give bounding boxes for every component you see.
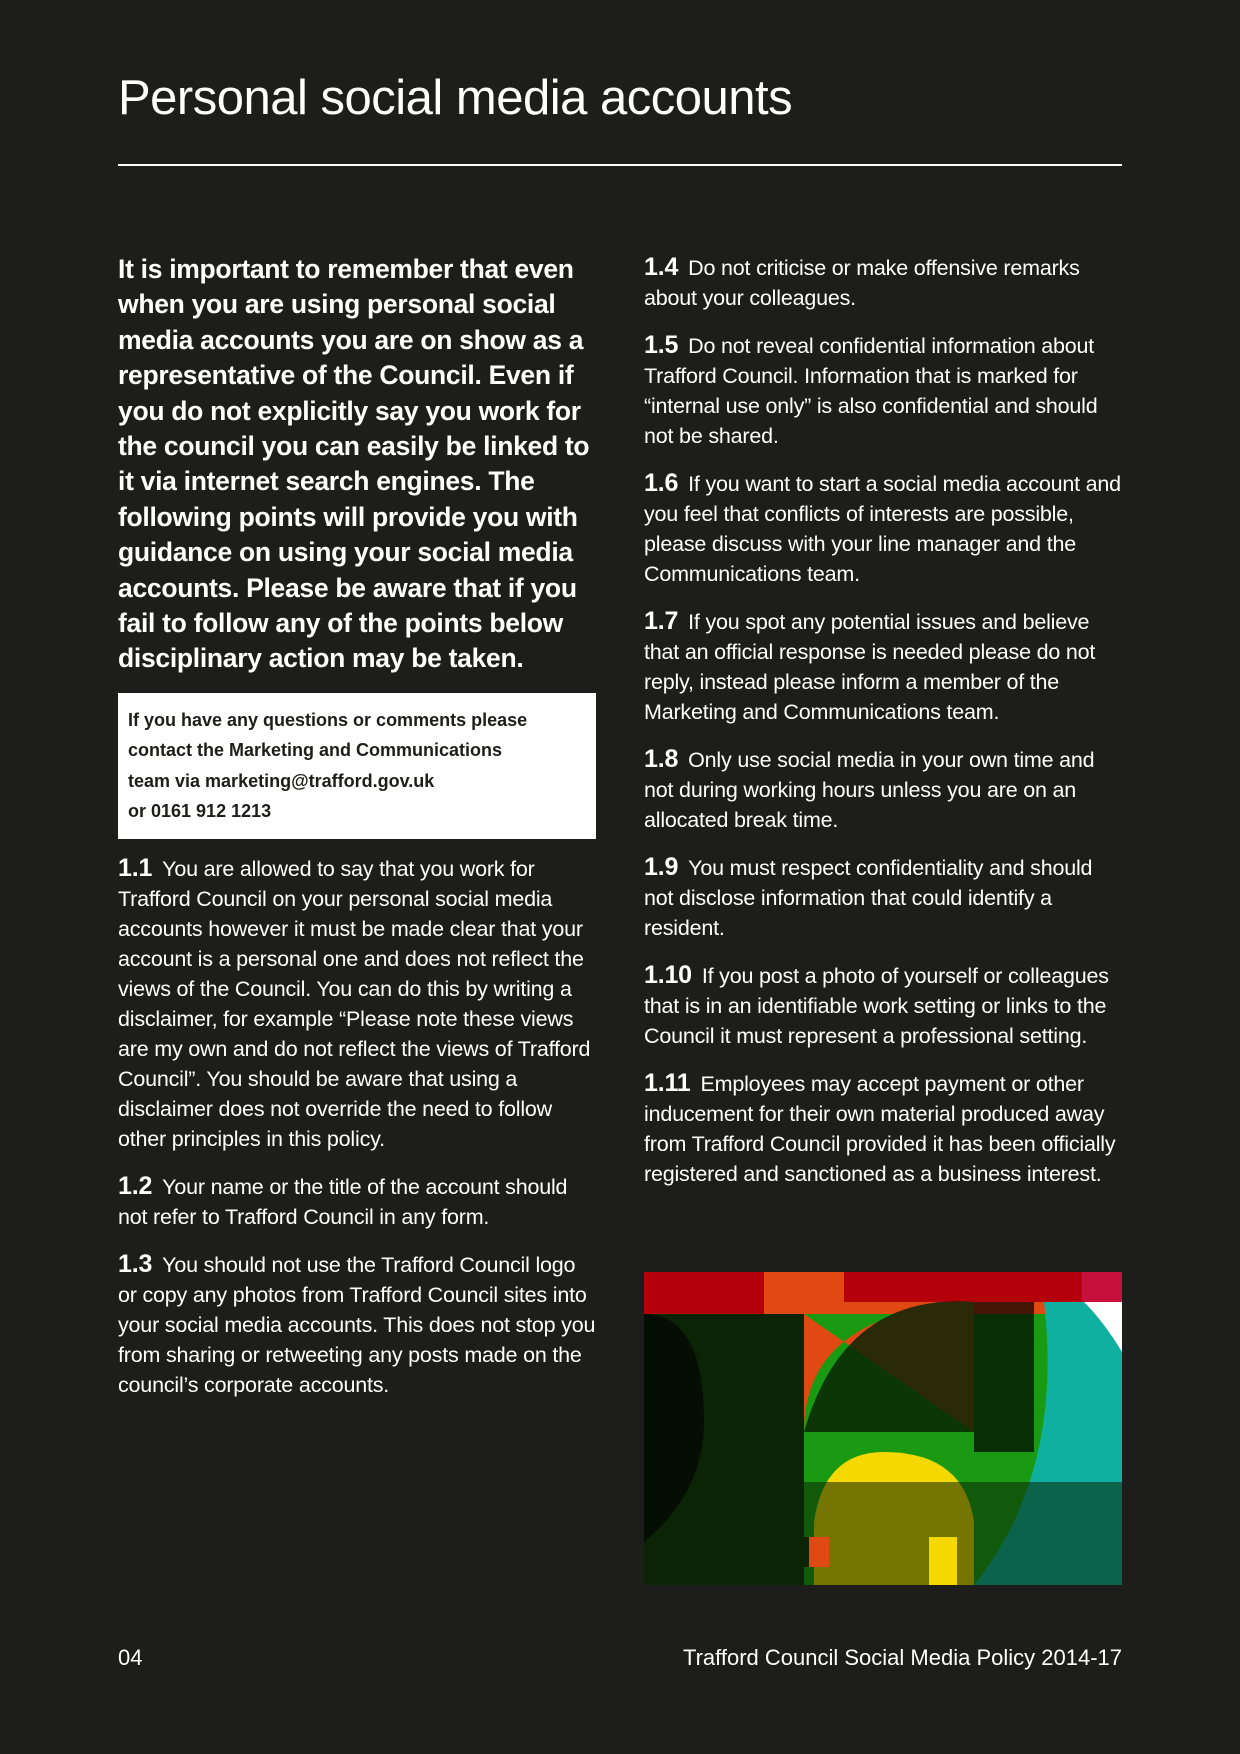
point-text: If you spot any potential issues and believe that an official response is needed please do not reply, instead please inform a member of the Marketing and Communications team. <box>644 610 1096 724</box>
title-divider <box>118 164 1122 166</box>
footer-document-title: Trafford Council Social Media Policy 2014-17 <box>682 1645 1122 1670</box>
point-number: 1.11 <box>644 1069 691 1097</box>
point-text: Only use social media in your own time and not during working hours unless you are on an allocated break time. <box>644 748 1095 832</box>
point-text: You are allowed to say that you work for Trafford Council on your personal social media accounts however it must be made clear that your account is a personal one and does not reflect the views of the Council. You can do this by writing a disclaimer, for example “Please note these views are my own and do not reflect the views of Trafford Council”. You should be aware that using a disclaimer does not override the need to follow other principles in this policy. <box>118 856 591 1151</box>
point-text: Do not reveal confidential information about Trafford Council. Information that is marked for “internal use only” is also confidential and should not be shared. <box>644 334 1098 448</box>
contact-line: or 0161 912 1213 <box>128 801 272 822</box>
art-dark-overlay <box>694 1482 1122 1585</box>
art-yellow-bar <box>929 1537 957 1585</box>
art-orange-chip <box>809 1537 829 1567</box>
point-number: 1.8 <box>644 745 679 773</box>
policy-point-1-7 <box>644 606 1124 727</box>
point-text: If you post a photo of yourself or colleagues that is in an identifiable work setting or links to the Council it must represent a professional setting. <box>644 964 1109 1048</box>
point-text: You should not use the Trafford Council logo or copy any photos from Trafford Council sites into your social media accounts. This does not stop you from sharing or retweeting any posts made on the council’s corporate accounts. <box>118 1252 596 1397</box>
art-dark-column <box>974 1302 1034 1452</box>
contact-line: team via marketing@trafford.gov.uk <box>128 770 435 791</box>
point-text: If you want to start a social media account and you feel that conflicts of interests are possible, please discuss with your line manager and the Communications team. <box>644 472 1121 586</box>
policy-point-1-10 <box>644 960 1124 1051</box>
contact-line: contact the Marketing and Communications <box>128 740 503 761</box>
point-number: 1.6 <box>644 469 679 497</box>
contact-line: If you have any questions or comments please <box>128 709 528 730</box>
decorative-artwork <box>644 1272 1122 1585</box>
point-number: 1.7 <box>644 607 679 635</box>
policy-point-1-5 <box>644 330 1124 451</box>
art-red-strip <box>844 1272 1084 1302</box>
policy-point-1-4 <box>644 252 1124 313</box>
policy-point-1-2 <box>118 1171 596 1232</box>
policy-point-1-8 <box>644 744 1124 835</box>
point-text: You must respect confidentiality and should not disclose information that could identify a resident. <box>644 856 1093 940</box>
policy-point-1-9 <box>644 852 1124 943</box>
intro-paragraph: It is important to remember that even when you are using personal social media accounts you are on show as a representative of the Council. Even if you do not explicitly say you work for the council you can easily be linked to it via internet search engines. The following points will provide you with guidance on using your social media accounts. Please be aware that if you fail to follow any of the points below disciplinary action may be taken. <box>118 254 590 674</box>
point-number: 1.5 <box>644 331 679 359</box>
policy-point-1-6 <box>644 468 1124 589</box>
right-column <box>644 252 1124 1206</box>
policy-point-1-1 <box>118 853 596 1154</box>
left-column <box>118 252 596 1417</box>
page-title: Personal social media accounts <box>118 71 793 125</box>
point-number: 1.9 <box>644 853 679 881</box>
point-number: 1.3 <box>118 1249 153 1278</box>
point-number: 1.2 <box>118 1171 153 1200</box>
art-dark-chip <box>729 1537 809 1567</box>
point-number: 1.10 <box>644 961 692 989</box>
point-number: 1.4 <box>644 253 679 281</box>
point-text: Your name or the title of the account should not refer to Trafford Council in any form. <box>118 1174 568 1229</box>
point-number: 1.1 <box>118 853 153 882</box>
policy-point-1-3 <box>118 1249 596 1400</box>
policy-point-1-11 <box>644 1068 1124 1189</box>
abstract-shapes-image <box>644 1272 1122 1585</box>
contact-box <box>118 693 596 839</box>
point-text: Do not criticise or make offensive remarks about your colleagues. <box>644 256 1080 310</box>
page-number: 04 <box>118 1645 143 1670</box>
art-crimson-corner <box>1082 1272 1122 1302</box>
art-red-block <box>644 1272 764 1314</box>
point-text: Employees may accept payment or other inducement for their own material produced away from Trafford Council provided it has been officially registered and sanctioned as a business interest. <box>644 1072 1116 1186</box>
